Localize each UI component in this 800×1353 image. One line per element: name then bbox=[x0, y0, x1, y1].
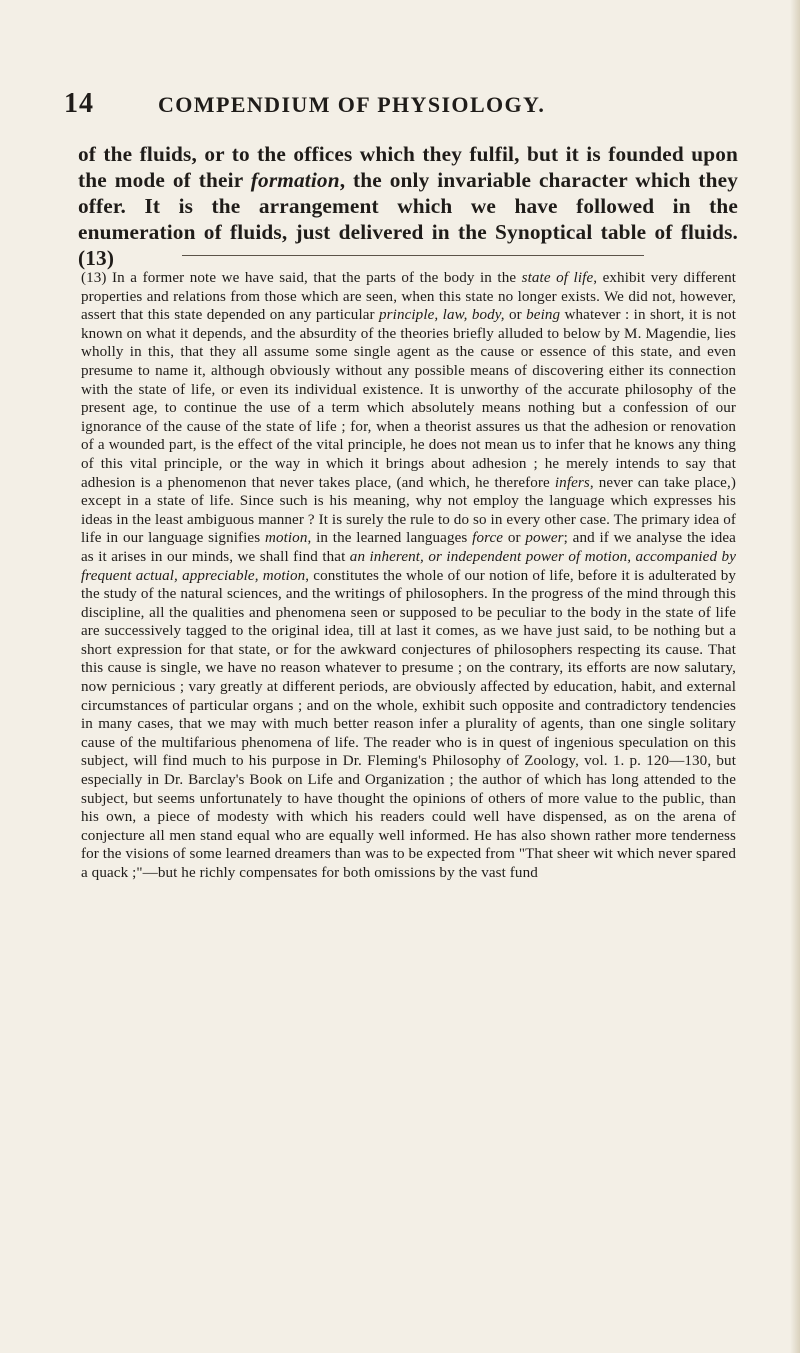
footnote-text: , never can take place,) except in a state of life. Since such is his meaning, why not employ the language which expresses his ideas in the least ambiguous manner ? It is surely the rule to do so in every other case. The primary idea of life in our language signifies bbox=[81, 474, 736, 547]
main-text-part: , the only invariable character which they offer. It is the arrangement which we have followed in the enumeration of fluids, just delivered in the Synoptical table of fluids. (13) bbox=[78, 168, 738, 270]
footnote-text: , in the learned languages bbox=[307, 530, 473, 547]
page-header bbox=[64, 88, 754, 128]
footnote-emphasis: infers bbox=[554, 474, 590, 491]
footnote-emphasis: motion bbox=[264, 530, 308, 547]
footnote-emphasis: state of life bbox=[521, 270, 594, 286]
footnote-text: (13) In a former note we have said, that the parts of the body in the bbox=[81, 270, 522, 286]
main-text-part: of the fluids, or to the offices which they fulfil, but it is founded upon the mode of their bbox=[78, 142, 738, 192]
page-edge-shadow bbox=[790, 0, 800, 1353]
main-paragraph bbox=[78, 141, 738, 271]
footnote-emphasis: an inherent, or independent power of motion, accompanied by frequent actual, appreciable, motion bbox=[81, 548, 737, 584]
footnote-text: or bbox=[504, 307, 527, 324]
footnote-emphasis: power bbox=[525, 530, 564, 547]
running-head: COMPENDIUM OF PHYSIOLOGY. bbox=[158, 92, 546, 117]
main-text-emphasis: formation bbox=[250, 168, 340, 192]
footnote-text: , constitutes the whole of our notion of life, before it is adulterated by the study of the natural sciences, and the writings of philosophers. In the progress of the mind through this discipline, all the qualities and phenomena seen or supposed to be peculiar to the body in the state of life are successively tagged to the original idea, till at last it comes, as we have just said, to be nothing but a short expression for that state, or for the awkward conjectures of philosophers respecting its cause. That this cause is single, we have no reason whatever to presume ; on the contrary, its efforts are now salutary, now pernicious ; vary greatly at different periods, are obviously affected by education, habit, and external circumstances of particular organs ; and on the whole, exhibit such opposite and contradictory tendencies in many cases, that we may with much better reason infer a plurality of agents, than one single solitary cause of the multifarious phenomena of life. The reader who is in quest of ingenious speculation on this subject, will find much to his purpose in Dr. Fleming's Philosophy of Zoology, vol. 1. p. 120—130, but especially in Dr. Barclay's Book on Life and Organization ; the author of which has long attended to the subject, but seems unfortunately to have thought the opinions of others of more value to the public, than his own, a piece of modesty with which his readers could well have dispensed, as on the arena of conjecture all men stand equal who are equally well informed. He has also shown rather more tenderness for the visions of some learned dreamers than was to be expected from "That sheer wit which never spared a quack ;"—but he richly compensates for both omissions by the vast fund bbox=[81, 567, 736, 881]
footnote-text: or bbox=[503, 530, 526, 547]
footnote-emphasis: principle, law, body, bbox=[379, 307, 505, 324]
footnote-emphasis: force bbox=[472, 530, 504, 547]
footnote-text: , exhibit very different properties and relations from those which are seen, when this state no longer exists. We did not, however, assert that this state depended on any particular bbox=[81, 270, 737, 324]
footnote-rule bbox=[182, 255, 644, 256]
page-number: 14 bbox=[64, 88, 94, 119]
footnote-text: whatever : in short, it is not known on what it depends, and the absurdity of the theories briefly alluded to below by M. Magendie, lies wholly in this, that they all assume some single agent as the cause or essence of this state, and even presume to name it, although obviously without any possible means of discovering either its connection with the state of life, or even its individual existence. It is unworthy of the accurate philosophy of the present age, to continue the use of a term which absolutely means nothing but a confession of our ignorance of the cause of the state of life ; for, when a theorist assures us that the adhesion or renovation of a wounded part, is the effect of the vital principle, he does not mean us to infer that he knows any thing of this vital principle, or the way in which it brings about adhesion ; he merely intends to say that adhesion is a phenomenon that never takes place, (and which, he therefore bbox=[81, 307, 737, 491]
footnote-emphasis: being bbox=[526, 307, 561, 324]
footnote-text: ; and if we analyse the idea as it arises in our minds, we shall find that bbox=[81, 530, 736, 565]
footnote-paragraph bbox=[81, 269, 736, 883]
